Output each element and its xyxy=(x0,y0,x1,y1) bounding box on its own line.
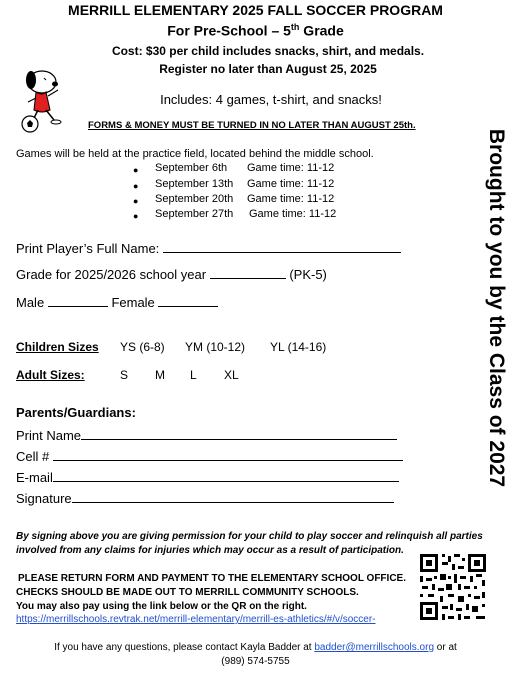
signature-label: Signature xyxy=(16,491,72,506)
schedule-intro: Games will be held at the practice field, located behind the middle school. xyxy=(16,148,374,160)
size-option[interactable]: S xyxy=(120,368,129,382)
children-sizes-label: Children Sizes xyxy=(16,340,99,354)
male-label: Male xyxy=(16,295,45,310)
contact-phone: (989) 574-5755 xyxy=(221,656,290,667)
forms-notice: FORMS & MONEY MUST BE TURNED IN NO LATER THAN AUGUST 25th. xyxy=(88,120,416,131)
game-time: Game time: 11-12 xyxy=(249,208,337,220)
cell-label: Cell # xyxy=(16,449,50,464)
game-date: September 20th xyxy=(155,193,234,205)
cost-line: Cost: $30 per child includes snacks, shirt, and medals. xyxy=(111,44,425,58)
grade-row xyxy=(16,266,327,282)
parents-heading: Parents/Guardians: xyxy=(16,405,136,420)
subtitle-main: For Pre-School – 5 xyxy=(167,22,291,39)
game-time: Game time: 11-12 xyxy=(247,178,335,190)
grade-field[interactable] xyxy=(210,266,286,279)
size-option[interactable]: XL xyxy=(224,368,239,382)
gender-row xyxy=(16,294,218,310)
player-name-label: Print Player’s Full Name: xyxy=(16,241,160,256)
size-option[interactable]: YL (14-16) xyxy=(270,340,327,354)
register-line: Register no later than August 25, 2025 xyxy=(159,62,377,76)
player-name-field[interactable] xyxy=(163,240,401,253)
payment-line-3: You may also pay using the link below or the QR on the right. xyxy=(16,601,307,612)
payment-line-2: CHECKS SHOULD BE MADE OUT TO MERRILL COMMUNITY SCHOOLS. xyxy=(16,587,359,598)
signature-field[interactable] xyxy=(72,490,394,503)
subtitle-sup: th xyxy=(290,22,300,32)
email-label: E-mail xyxy=(16,470,53,485)
snoopy-soccer-illustration xyxy=(14,60,88,140)
side-banner-text: Brought to you by the Class of 2027 xyxy=(485,128,508,488)
payment-line-1: PLEASE RETURN FORM AND PAYMENT TO THE ELEMENTARY SCHOOL OFFICE. xyxy=(18,573,406,584)
grade-label: Grade for 2025/2026 school year xyxy=(16,267,207,282)
bullet-icon: ● xyxy=(133,211,139,221)
signature-row xyxy=(16,490,394,506)
side-banner xyxy=(476,128,511,488)
size-option[interactable]: YM (10-12) xyxy=(185,340,246,354)
male-field[interactable] xyxy=(48,294,108,307)
email-row xyxy=(16,469,399,485)
size-option[interactable]: M xyxy=(155,368,165,382)
payment-link[interactable]: https://merrillschools.revtrak.net/merrill-elementary/merrill-es-athletics/#/v/soccer- xyxy=(16,614,376,625)
contact-text: If you have any questions, please contact Kayla Badder at xyxy=(54,642,315,653)
print-name-field[interactable] xyxy=(81,427,397,440)
cell-row xyxy=(16,448,403,464)
bullet-icon: ● xyxy=(133,181,139,191)
waiver-text: By signing above you are giving permission for your child to play soccer and relinquish all parties involved from any claims for injuries which may occur as a result of participation. xyxy=(16,531,483,556)
game-date: September 27th xyxy=(155,208,234,220)
female-field[interactable] xyxy=(158,294,218,307)
includes-line: Includes: 4 games, t-shirt, and snacks! xyxy=(160,92,382,107)
female-label: Female xyxy=(111,295,155,310)
email-field[interactable] xyxy=(53,469,399,482)
page-subtitle xyxy=(0,22,511,39)
bullet-icon: ● xyxy=(133,196,139,206)
bullet-icon: ● xyxy=(133,165,139,175)
size-option[interactable]: YS (6-8) xyxy=(120,340,165,354)
contact-line xyxy=(0,642,511,653)
game-time: Game time: 11-12 xyxy=(247,193,335,205)
print-name-label: Print Name xyxy=(16,428,82,443)
adult-sizes-label: Adult Sizes: xyxy=(16,368,85,382)
grade-suffix: (PK-5) xyxy=(289,267,327,282)
cell-field[interactable] xyxy=(53,448,403,461)
size-option[interactable]: L xyxy=(190,368,197,382)
player-name-row xyxy=(16,240,401,256)
game-time: Game time: 11-12 xyxy=(247,162,335,174)
qr-code[interactable] xyxy=(418,552,488,622)
contact-or-at: or at xyxy=(434,642,457,653)
contact-email-link[interactable]: badder@merrillschools.org xyxy=(314,642,435,653)
game-date: September 6th xyxy=(155,162,228,174)
game-date: September 13th xyxy=(155,178,234,190)
page-title: MERRILL ELEMENTARY 2025 FALL SOCCER PROGRAM xyxy=(68,2,443,18)
subtitle-end: Grade xyxy=(299,22,344,39)
print-name-row xyxy=(16,427,397,443)
